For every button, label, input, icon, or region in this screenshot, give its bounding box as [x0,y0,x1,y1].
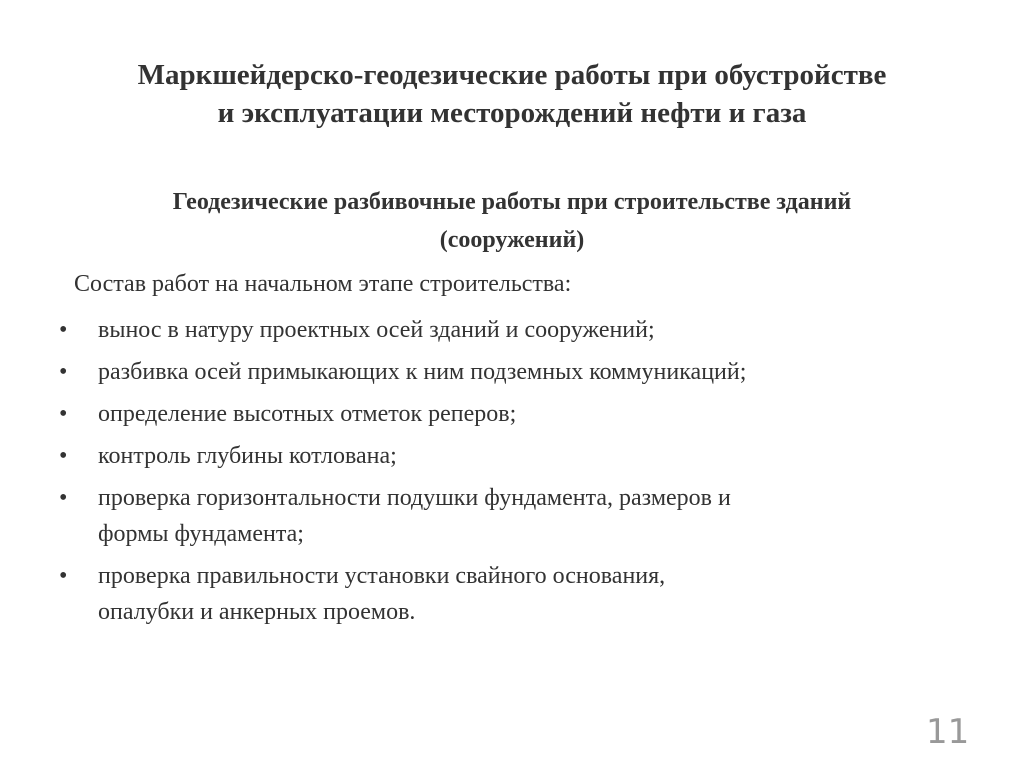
list-item [0,438,1024,474]
intro-text: Состав работ на начальном этапе строительства: [74,271,572,297]
list-item [0,558,1024,630]
list-item-text: вынос в натуру проектных осей зданий и сооружений; [98,317,655,343]
page-number: 11 [926,712,970,752]
list-item-text: формы фундамента; [98,521,304,547]
list-item-text: проверка горизонтальности подушки фундамента, размеров и [98,485,731,511]
slide-title [0,56,1024,132]
list-item [0,396,1024,432]
list-item-text: проверка правильности установки свайного основания, [98,563,666,589]
bullet-icon: • [59,317,68,343]
section-heading-line: (сооружений) [439,227,585,253]
bullet-icon: • [59,563,68,589]
slide-title-line: Маркшейдерско-геодезические работы при обустройстве [137,59,887,91]
slide-title-line: и эксплуатации месторождений нефти и газа [217,97,807,129]
bullet-icon: • [59,443,68,469]
list-item-text: определение высотных отметок реперов; [98,401,517,427]
list-item-text: контроль глубины котлована; [98,443,397,469]
list-item [0,312,1024,348]
bullet-icon: • [59,401,68,427]
section-heading-line: Геодезические разбивочные работы при строительстве зданий [172,189,852,215]
bullet-icon: • [59,359,68,385]
bullet-icon: • [59,485,68,511]
list-item [0,354,1024,390]
list-item-text: опалубки и анкерных проемов. [98,599,416,625]
section-heading [0,183,1024,259]
list-item [0,480,1024,552]
work-list [0,312,1024,636]
list-item-text: разбивка осей примыкающих к ним подземных коммуникаций; [98,359,747,385]
